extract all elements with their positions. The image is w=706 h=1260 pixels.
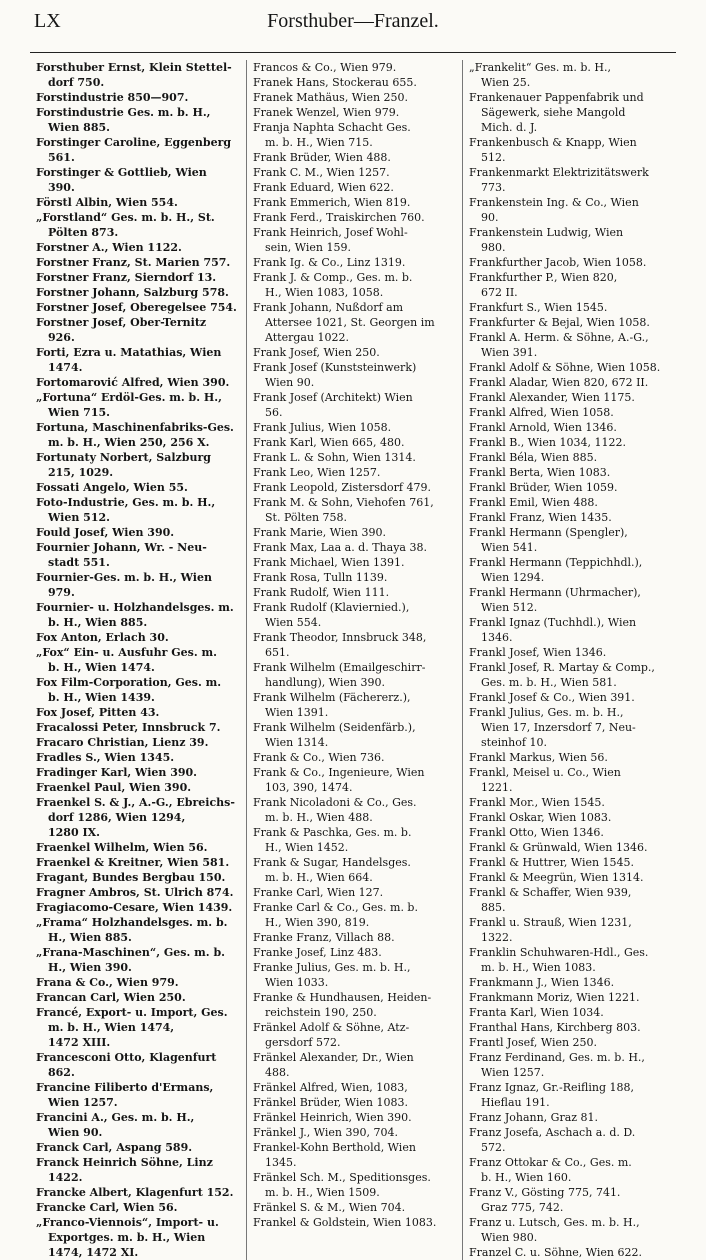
directory-entry: Franja Naphta Schacht Ges. m. b. H., Wien 715. [253, 121, 411, 149]
directory-entry: Forstinger Caroline, Eggenberg 561. [36, 136, 232, 164]
directory-entry: Frank & Co., Wien 736. [253, 751, 385, 764]
directory-entry: Frank Brüder, Wien 488. [253, 151, 391, 164]
directory-entry: Frank Johann, Nußdorf am Attersee 1021, St. Georgen im Attergau 1022. [253, 301, 435, 344]
directory-entry: Fortomarović Alfred, Wien 390. [36, 376, 230, 389]
directory-entry: Fortunaty Norbert, Salzburg 215, 1029. [36, 451, 211, 479]
directory-entry: Frankmann J., Wien 1346. [469, 976, 615, 989]
directory-entry: Frankl Béla, Wien 885. [469, 451, 598, 464]
directory-entry: Franzel C. u. Söhne, Wien 622. [469, 1246, 642, 1259]
directory-entry: Frank Wilhelm (Emailgeschirr- handlung), Wien 390. [253, 661, 426, 689]
directory-entry: Franke & Hundhausen, Heiden- reichstein 190, 250. [253, 991, 432, 1019]
directory-entry: Frank Ferd., Traiskirchen 760. [253, 211, 425, 224]
directory-entry: Fränkel S. & M., Wien 704. [253, 1201, 406, 1214]
directory-entry: Frank Heinrich, Josef Wohl- sein, Wien 159. [253, 226, 408, 254]
directory-entry: Fracalossi Peter, Innsbruck 7. [36, 721, 221, 734]
directory-entry: Fränkel Adolf & Söhne, Atz- gersdorf 572. [253, 1021, 410, 1049]
directory-entry: Frank Theodor, Innsbruck 348, 651. [253, 631, 427, 659]
directory-entry: Franke Carl, Wien 127. [253, 886, 384, 899]
directory-entry: Frankl & Meegrün, Wien 1314. [469, 871, 644, 884]
directory-entry: Franklin Schuhwaren-Hdl., Ges. m. b. H., Wien 1083. [469, 946, 649, 974]
directory-entry: Frana & Co., Wien 979. [36, 976, 179, 989]
page-header [30, 8, 676, 44]
directory-entry: Frank Emmerich, Wien 819. [253, 196, 411, 209]
directory-entry: Frank Josef (Architekt) Wien 56. [253, 391, 413, 419]
directory-entry: Frankl, Meisel u. Co., Wien 1221. [469, 766, 621, 794]
directory-entry: Frank Marie, Wien 390. [253, 526, 387, 539]
directory-entry: Frank M. & Sohn, Viehofen 761, St. Pölten 758. [253, 496, 434, 524]
directory-entry: Franck Heinrich Söhne, Linz 1422. [36, 1156, 213, 1184]
directory-entry: Frankfurter & Bejal, Wien 1058. [469, 316, 650, 329]
directory-entry: Frankl A. Herm. & Söhne, A.-G., Wien 391. [469, 331, 649, 359]
directory-entry: Forstindustrie 850—907. [36, 91, 189, 104]
directory-entry: Frankmann Moriz, Wien 1221. [469, 991, 640, 1004]
directory-entry: Frankenbusch & Knapp, Wien 512. [469, 136, 637, 164]
directory-entry: Franke Franz, Villach 88. [253, 931, 395, 944]
directory-entry: „Frama“ Holzhandelsges. m. b. H., Wien 885. [36, 916, 228, 944]
entry-columns [30, 60, 678, 1259]
directory-entry: Franz Ignaz, Gr.-Reifling 188, Hieflau 191. [469, 1081, 634, 1109]
directory-entry: Frankl u. Strauß, Wien 1231, 1322. [469, 916, 632, 944]
directory-entry: Frankl & Grünwald, Wien 1346. [469, 841, 648, 854]
directory-entry: Francan Carl, Wien 250. [36, 991, 186, 1004]
directory-entry: Frankl Josef, R. Martay & Comp., Ges. m. b. H., Wien 581. [469, 661, 655, 689]
directory-entry: Frankl Julius, Ges. m. b. H., Wien 17, Inzersdorf 7, Neu- steinhof 10. [469, 706, 636, 749]
directory-entry: Förstl Albin, Wien 554. [36, 196, 178, 209]
directory-entry: Frankfurther Jacob, Wien 1058. [469, 256, 647, 269]
directory-entry: Frank Wilhelm (Fächererz.), Wien 1391. [253, 691, 411, 719]
directory-entry: Frankenstein Ludwig, Wien 980. [469, 226, 624, 254]
directory-entry: Franke Carl & Co., Ges. m. b. H., Wien 390, 819. [253, 901, 418, 929]
directory-entry: Franz Ottokar & Co., Ges. m. b. H., Wien 160. [469, 1156, 632, 1184]
directory-entry: Frankl Oskar, Wien 1083. [469, 811, 612, 824]
directory-entry: „Forstland“ Ges. m. b. H., St. Pölten 873. [36, 211, 215, 239]
directory-entry: Frankl Josef & Co., Wien 391. [469, 691, 635, 704]
directory-entry: Frankfurther P., Wien 820, 672 II. [469, 271, 618, 299]
directory-entry: Franz Johann, Graz 81. [469, 1111, 599, 1124]
directory-entry: Fragiacomo-Cesare, Wien 1439. [36, 901, 233, 914]
directory-entry: Frank L. & Sohn, Wien 1314. [253, 451, 416, 464]
column-3 [462, 60, 678, 1260]
directory-entry: Fortuna, Maschinenfabriks-Ges. m. b. H., Wien 250, 256 X. [36, 421, 234, 449]
directory-entry: Fraenkel Wilhelm, Wien 56. [36, 841, 208, 854]
page-title: Forsthuber—Franzel. [267, 10, 439, 32]
directory-entry: Frank Michael, Wien 1391. [253, 556, 405, 569]
directory-entry: Forstner Johann, Salzburg 578. [36, 286, 229, 299]
directory-entry: Fracaro Christian, Lienz 39. [36, 736, 209, 749]
directory-entry: Fournier- u. Holzhandelsges. m. b. H., Wien 885. [36, 601, 234, 629]
directory-entry: Fränkel Alexander, Dr., Wien 488. [253, 1051, 414, 1079]
directory-entry: Fränkel Brüder, Wien 1083. [253, 1096, 408, 1109]
directory-entry: Frankel-Kohn Berthold, Wien 1345. [253, 1141, 416, 1169]
directory-entry: Frankl Markus, Wien 56. [469, 751, 608, 764]
directory-entry: Fränkel J., Wien 390, 704. [253, 1126, 398, 1139]
directory-entry: Frankl Mor., Wien 1545. [469, 796, 605, 809]
directory-entry: „Frankelit“ Ges. m. b. H., Wien 25. [469, 61, 611, 89]
directory-entry: „Franco-Viennois“, Import- u. Exportges. m. b. H., Wien 1474, 1472 XI. [36, 1216, 219, 1259]
directory-entry: Frankenmarkt Elektrizitätswerk 773. [469, 166, 649, 194]
directory-entry: Frankl Alexander, Wien 1175. [469, 391, 635, 404]
directory-entry: Frank Josef (Kunststeinwerk) Wien 90. [253, 361, 417, 389]
directory-entry: Frankl Aladar, Wien 820, 672 II. [469, 376, 649, 389]
directory-entry: Forstner Franz, St. Marien 757. [36, 256, 231, 269]
directory-entry: Franke Julius, Ges. m. b. H., Wien 1033. [253, 961, 411, 989]
directory-entry: „Fox“ Ein- u. Ausfuhr Ges. m. b. H., Wien 1474. [36, 646, 217, 674]
directory-entry: Frankl & Schaffer, Wien 939, 885. [469, 886, 632, 914]
directory-entry: Frank Leopold, Zistersdorf 479. [253, 481, 431, 494]
column-2 [246, 60, 462, 1260]
directory-entry: Frank Nicoladoni & Co., Ges. m. b. H., Wien 488. [253, 796, 417, 824]
directory-entry: Francke Carl, Wien 56. [36, 1201, 178, 1214]
directory-entry: Fraenkel S. & J., A.-G., Ebreichs- dorf 1286, Wien 1294, 1280 IX. [36, 796, 235, 839]
directory-entry: Fould Josef, Wien 390. [36, 526, 175, 539]
directory-entry: Fränkel Sch. M., Speditionsges. m. b. H., Wien 1509. [253, 1171, 431, 1199]
directory-entry: Fragner Ambros, St. Ulrich 874. [36, 886, 234, 899]
directory-entry: Forstner Franz, Sierndorf 13. [36, 271, 217, 284]
directory-entry: Frankl Arnold, Wien 1346. [469, 421, 617, 434]
directory-entry: Francos & Co., Wien 979. [253, 61, 397, 74]
directory-entry: Franz u. Lutsch, Ges. m. b. H., Wien 980. [469, 1216, 640, 1244]
directory-entry: Frank Leo, Wien 1257. [253, 466, 381, 479]
directory-entry: Frankl Franz, Wien 1435. [469, 511, 612, 524]
directory-entry: Frankenstein Ing. & Co., Wien 90. [469, 196, 639, 224]
directory-entry: Frank Wilhelm (Seidenfärb.), Wien 1314. [253, 721, 416, 749]
directory-entry: Frank C. M., Wien 1257. [253, 166, 390, 179]
directory-entry: Frank Karl, Wien 665, 480. [253, 436, 405, 449]
directory-entry: Forstinger & Gottlieb, Wien 390. [36, 166, 207, 194]
directory-entry: Frank J. & Comp., Ges. m. b. H., Wien 1083, 1058. [253, 271, 413, 299]
directory-entry: Frank Rudolf (Klaviernied.), Wien 554. [253, 601, 410, 629]
directory-entry: Franz V., Gösting 775, 741. Graz 775, 742. [469, 1186, 621, 1214]
directory-entry: Forstindustrie Ges. m. b. H., Wien 885. [36, 106, 211, 134]
directory-entry: Franek Mathäus, Wien 250. [253, 91, 409, 104]
directory-entry: Frank & Paschka, Ges. m. b. H., Wien 1452. [253, 826, 412, 854]
directory-entry: Frank & Sugar, Handelsges. m. b. H., Wien 664. [253, 856, 411, 884]
directory-entry: Frank Max, Laa a. d. Thaya 38. [253, 541, 427, 554]
directory-entry: Frankl Ignaz (Tuchhdl.), Wien 1346. [469, 616, 637, 644]
directory-entry: Forsthuber Ernst, Klein Stettel- dorf 750. [36, 61, 232, 89]
directory-entry: Frankl Berta, Wien 1083. [469, 466, 611, 479]
directory-entry: Fox Anton, Erlach 30. [36, 631, 169, 644]
directory-entry: Frankl Alfred, Wien 1058. [469, 406, 614, 419]
directory-entry: Frankl Brüder, Wien 1059. [469, 481, 618, 494]
directory-entry: Francine Filiberto d'Ermans, Wien 1257. [36, 1081, 214, 1109]
directory-entry: Fränkel Alfred, Wien, 1083, [253, 1081, 408, 1094]
directory-entry: Frankl Hermann (Teppichhdl.), Wien 1294. [469, 556, 643, 584]
directory-entry: Frankl & Huttrer, Wien 1545. [469, 856, 635, 869]
directory-entry: Fox Josef, Pitten 43. [36, 706, 160, 719]
directory-entry: Fournier-Ges. m. b. H., Wien 979. [36, 571, 212, 599]
directory-entry: Frankel & Goldstein, Wien 1083. [253, 1216, 437, 1229]
directory-entry: Franta Karl, Wien 1034. [469, 1006, 604, 1019]
directory-entry: Francesconi Otto, Klagenfurt 862. [36, 1051, 217, 1079]
directory-entry: Frank Eduard, Wien 622. [253, 181, 394, 194]
directory-entry: Franek Hans, Stockerau 655. [253, 76, 417, 89]
directory-entry: Fradinger Karl, Wien 390. [36, 766, 197, 779]
directory-entry: „Frana-Maschinen“, Ges. m. b. H., Wien 390. [36, 946, 225, 974]
header-rule [30, 52, 676, 53]
directory-entry: Fragant, Bundes Bergbau 150. [36, 871, 226, 884]
directory-entry: Frankfurt S., Wien 1545. [469, 301, 608, 314]
directory-entry: Frankl Otto, Wien 1346. [469, 826, 604, 839]
directory-entry: Fournier Johann, Wr. - Neu- stadt 551. [36, 541, 207, 569]
directory-entry: Frankl Adolf & Söhne, Wien 1058. [469, 361, 661, 374]
directory-entry: Frankl Hermann (Spengler), Wien 541. [469, 526, 628, 554]
directory-entry: Frankl Josef, Wien 1346. [469, 646, 607, 659]
directory-entry: Frank Ig. & Co., Linz 1319. [253, 256, 406, 269]
directory-entry: Franthal Hans, Kirchberg 803. [469, 1021, 641, 1034]
directory-entry: Fraenkel & Kreitner, Wien 581. [36, 856, 230, 869]
directory-entry: Frank Rosa, Tulln 1139. [253, 571, 388, 584]
directory-entry: Francini A., Ges. m. b. H., Wien 90. [36, 1111, 195, 1139]
directory-entry: Fränkel Heinrich, Wien 390. [253, 1111, 412, 1124]
directory-entry: Fox Film-Corporation, Ges. m. b. H., Wien 1439. [36, 676, 222, 704]
directory-entry: Forstner A., Wien 1122. [36, 241, 182, 254]
directory-entry: Franek Wenzel, Wien 979. [253, 106, 400, 119]
directory-entry: Fraenkel Paul, Wien 390. [36, 781, 192, 794]
directory-entry: Frank & Co., Ingenieure, Wien 103, 390, 1474. [253, 766, 425, 794]
directory-entry: Frankl Emil, Wien 488. [469, 496, 598, 509]
directory-entry: Foto-Industrie, Ges. m. b. H., Wien 512. [36, 496, 216, 524]
directory-entry: Frankenauer Pappenfabrik und Sägewerk, siehe Mangold Mich. d. J. [469, 91, 644, 134]
directory-entry: Franz Ferdinand, Ges. m. b. H., Wien 1257. [469, 1051, 645, 1079]
directory-entry: Frank Rudolf, Wien 111. [253, 586, 390, 599]
directory-entry: Frankl B., Wien 1034, 1122. [469, 436, 626, 449]
directory-entry: Franck Carl, Aspang 589. [36, 1141, 193, 1154]
directory-entry: Fossati Angelo, Wien 55. [36, 481, 188, 494]
directory-entry: Frantl Josef, Wien 250. [469, 1036, 598, 1049]
directory-entry: Francke Albert, Klagenfurt 152. [36, 1186, 234, 1199]
directory-entry: „Fortuna“ Erdöl-Ges. m. b. H., Wien 715. [36, 391, 222, 419]
directory-entry: Forstner Josef, Oberegelsee 754. [36, 301, 237, 314]
page-number: LX [34, 10, 61, 32]
directory-entry: Fradles S., Wien 1345. [36, 751, 175, 764]
column-1 [30, 60, 246, 1260]
directory-entry: Francé, Export- u. Import, Ges. m. b. H., Wien 1474, 1472 XIII. [36, 1006, 228, 1049]
directory-entry: Forstner Josef, Ober-Ternitz 926. [36, 316, 207, 344]
directory-entry: Frank Josef, Wien 250. [253, 346, 380, 359]
directory-entry: Forti, Ezra u. Matathias, Wien 1474. [36, 346, 222, 374]
directory-entry: Franz Josefa, Aschach a. d. D. 572. [469, 1126, 636, 1154]
directory-entry: Frankl Hermann (Uhrmacher), Wien 512. [469, 586, 641, 614]
directory-entry: Frank Julius, Wien 1058. [253, 421, 392, 434]
directory-entry: Franke Josef, Linz 483. [253, 946, 382, 959]
